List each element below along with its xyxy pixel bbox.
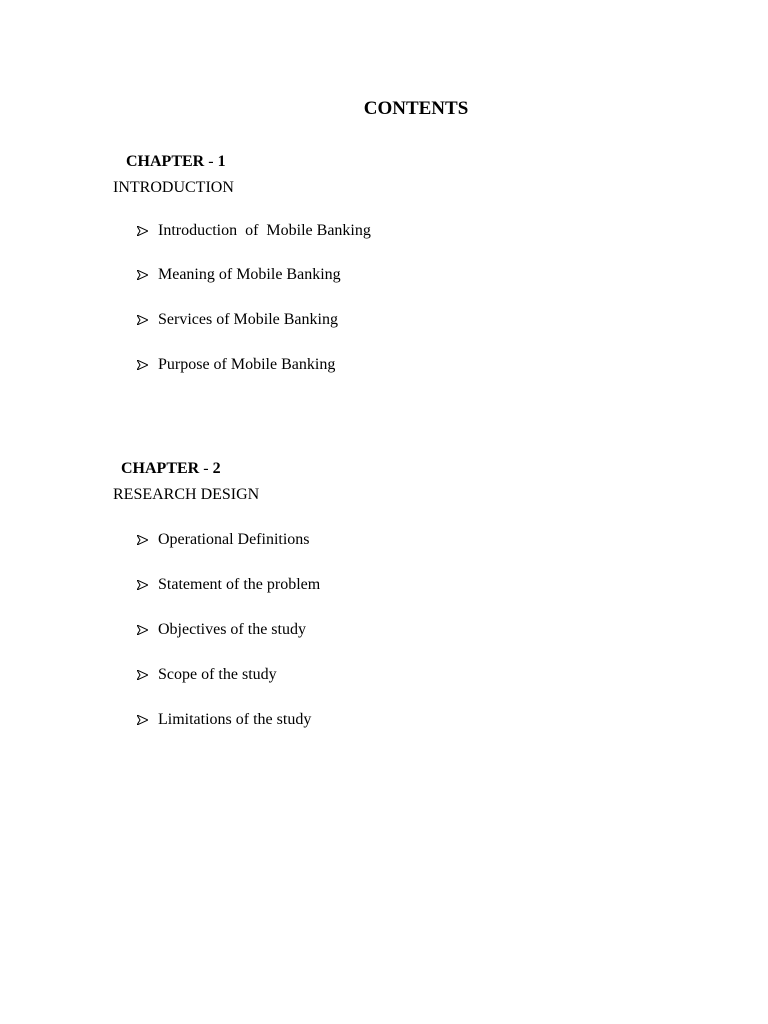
page-title: CONTENTS	[363, 98, 469, 119]
chapter-number: 1	[217, 153, 226, 170]
list-item	[136, 267, 341, 283]
list-item	[136, 667, 277, 683]
chapter-separator: -	[199, 460, 213, 477]
arrow-bullet-icon	[136, 622, 158, 638]
arrow-bullet-icon	[136, 577, 158, 593]
list-item-text: Introduction of Mobile Banking	[158, 222, 371, 239]
chapter-heading	[113, 445, 221, 477]
list-item-text: Objectives of the study	[158, 621, 306, 638]
list-item-text: Scope of the study	[158, 666, 277, 683]
chapter-heading	[118, 138, 226, 170]
chapter-label: CHAPTER	[121, 460, 200, 477]
arrow-bullet-icon	[136, 667, 158, 683]
section-title: INTRODUCTION	[113, 179, 234, 196]
list-item-text: Meaning of Mobile Banking	[158, 266, 341, 283]
list-item	[136, 532, 310, 548]
section-title: RESEARCH DESIGN	[113, 486, 260, 503]
list-item	[136, 622, 306, 638]
chapter-separator: -	[204, 153, 218, 170]
list-item-text: Operational Definitions	[158, 531, 310, 548]
list-item	[136, 577, 320, 593]
arrow-bullet-icon	[136, 357, 158, 373]
chapter-label: CHAPTER	[126, 153, 205, 170]
list-item-text: Limitations of the study	[158, 711, 312, 728]
list-item-text: Purpose of Mobile Banking	[158, 356, 336, 373]
list-item	[136, 357, 335, 373]
list-item-text: Services of Mobile Banking	[158, 311, 338, 328]
arrow-bullet-icon	[136, 312, 158, 328]
list-item	[136, 312, 338, 328]
arrow-bullet-icon	[136, 532, 158, 548]
list-item	[136, 712, 311, 728]
list-item	[136, 223, 371, 239]
chapter-number: 2	[212, 460, 221, 477]
arrow-bullet-icon	[136, 223, 158, 239]
list-item-text: Statement of the problem	[158, 576, 321, 593]
arrow-bullet-icon	[136, 712, 158, 728]
arrow-bullet-icon	[136, 267, 158, 283]
